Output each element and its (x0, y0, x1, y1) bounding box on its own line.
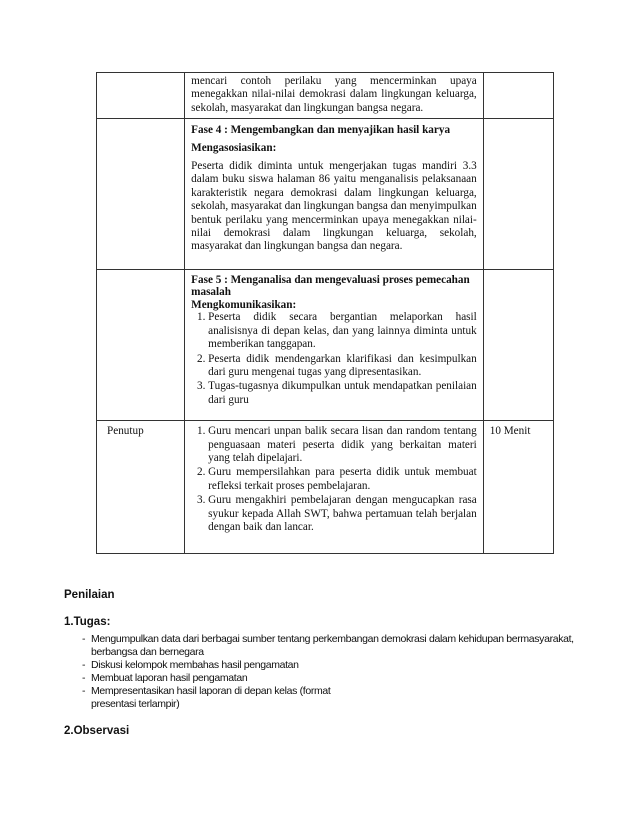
table-cell-duration (483, 73, 553, 119)
lesson-activity-table (96, 72, 554, 554)
list-item (82, 672, 582, 685)
table-cell-activity (185, 73, 484, 119)
list-item-text: Mengumpulkan data dari berbagai sumber tentang perkembangan demokrasi dalam kehidupan bermasyarakat, berbangsa dan bernegara (91, 633, 574, 658)
phase-5-heading-line1: Fase 5 : Menganalisa dan mengevaluasi proses pemecahan (191, 273, 470, 286)
list-item: 1. Peserta didik secara bergantian melaporkan hasil analisisnya di depan kelas, dan yang lainnya diminta untuk memberikan tanggapan. (208, 311, 477, 351)
table-cell-stage (97, 269, 185, 420)
table-row (97, 421, 554, 554)
list-item: 2. Peserta didik mendengarkan klarifikasi dan kesimpulkan dari guru mengenai tugas yang dipresentasikan. (208, 353, 477, 380)
table-cell-duration: 10 Menit (483, 421, 553, 554)
list-item-text: Membuat laporan hasil pengamatan (91, 672, 248, 684)
dash-marker: - (82, 633, 86, 645)
table-cell-activity (185, 269, 484, 420)
penilaian-heading: Penilaian (64, 589, 115, 601)
phase-5-list (191, 311, 477, 407)
penutup-list (191, 425, 477, 534)
list-item: 2. Guru mempersilahkan para peserta didik untuk membuat refleksi terkait proses pembelajaran. (208, 466, 477, 493)
list-item: 3. Tugas-tugasnya dikumpulkan untuk mendapatkan penilaian dari guru (208, 380, 477, 407)
tugas-list (82, 633, 582, 711)
table-cell-stage: Penutup (97, 421, 185, 554)
activity-intro-text: mencari contoh perilaku yang mencerminkan upaya menegakkan nilai-nilai demokrasi dalam lingkungan keluarga, sekolah, masyarakat dan lingkungan bangsa negara. (191, 75, 477, 114)
mengkomunikasikan-heading: Mengkomunikasikan: (191, 298, 297, 311)
phase-4-paragraph: Peserta didik diminta untuk mengerjakan tugas mandiri 3.3 dalam buku siswa halaman 86 yaitu menganalisis pelaksanaan karakteristik negara demokrasi dalam lingkungan keluarga, sekolah, masyarakat dan lingkungan bangsa dan menyimpulkan bentuk perilaku yang mencerminkan upaya menegakkan nilai-nilai demokrasi dalam lingkungan keluarga, sekolah, masyarakat dan lingkungan bangsa dan negara. (191, 160, 477, 253)
list-item: 1. Guru mencari unpan balik secara lisan dan random tentang penguasaan materi peserta didik yang berkaitan materi yang telah dipelajari. (208, 425, 477, 465)
list-item-text: Diskusi kelompok membahas hasil pengamatan (91, 659, 299, 671)
table-row (97, 73, 554, 119)
tugas-heading: 1.Tugas: (64, 616, 111, 628)
table-cell-activity (185, 119, 484, 270)
mengasosiasikan-heading: Mengasosiasikan: (191, 141, 277, 154)
phase-4-heading: Fase 4 : Mengembangkan dan menyajikan hasil karya (191, 124, 451, 137)
list-item (82, 633, 582, 659)
table-row (97, 119, 554, 270)
list-item: 3. Guru mengakhiri pembelajaran dengan mengucapkan rasa syukur kepada Allah SWT, bahwa pertamuan telah berjalan dengan baik dan lancar. (208, 494, 477, 534)
observasi-heading: 2.Observasi (64, 725, 130, 737)
table-cell-duration (483, 119, 553, 270)
phase-5-heading-line2: masalah (191, 286, 231, 299)
list-item-text: Mempresentasikan hasil laporan di depan kelas (format presentasi terlampir) (91, 685, 331, 710)
table-cell-activity (185, 421, 484, 554)
table-cell-duration (483, 269, 553, 420)
table-cell-stage (97, 119, 185, 270)
list-item (82, 685, 582, 711)
phase-5-heading (191, 274, 477, 312)
table-cell-stage (97, 73, 185, 119)
table-row (97, 269, 554, 420)
dash-marker: - (82, 672, 86, 684)
list-item (82, 659, 582, 672)
dash-marker: - (82, 685, 86, 697)
dash-marker: - (82, 659, 86, 671)
